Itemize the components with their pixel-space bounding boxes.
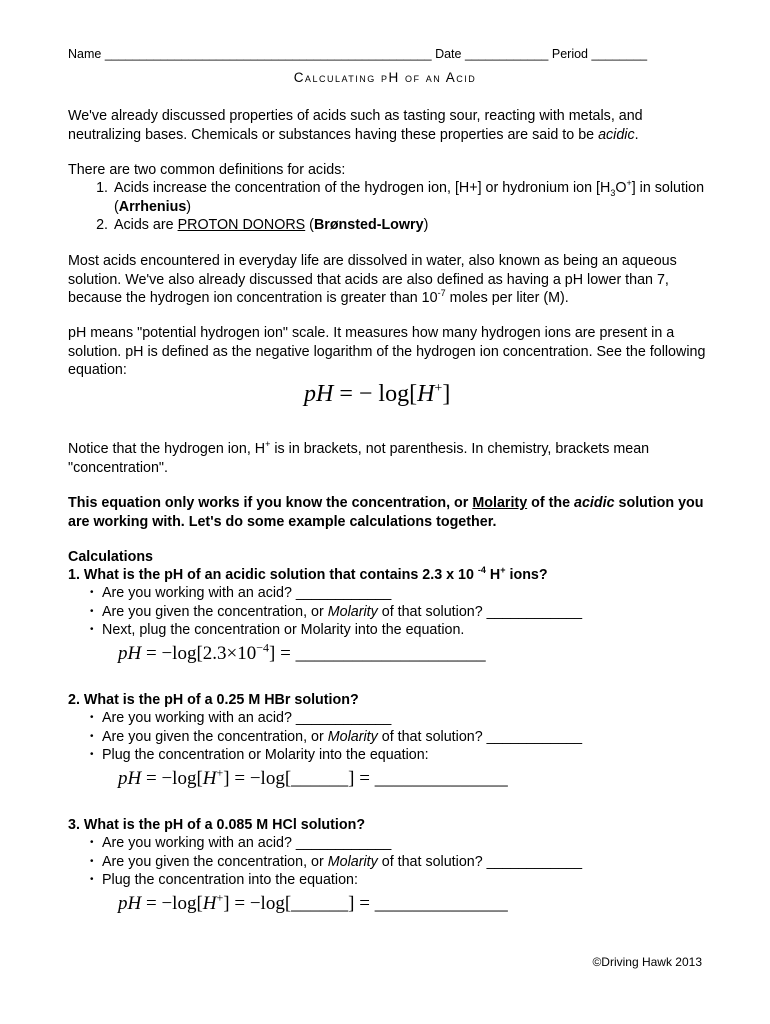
q3-eq-answer: ] = −log[______] = ______________ (223, 893, 508, 914)
h-plus-sup: + (265, 439, 271, 450)
q2-molarity: Molarity (327, 728, 378, 745)
q1-eq-exp: −4 (256, 640, 270, 655)
q2-eq-ph: pH (118, 768, 142, 789)
intro-text: We've already discussed properties of acids such as tasting sour, reacting with metals, and neutralizing bases. Chemicals or substances having these properties are said to be (68, 108, 643, 143)
brackets-text: Notice that the hydrogen ion, H (68, 441, 266, 457)
brackets-paragraph (68, 440, 708, 477)
exponent: -7 (437, 288, 446, 299)
definition-arrhenius (112, 179, 740, 216)
definitions-list (68, 179, 740, 235)
name-blank[interactable]: _______________________________________________ (104, 47, 432, 61)
q1-eq-log: = −log[2.3×10 (141, 643, 257, 664)
q3-acid-check[interactable]: • Are you working with an acid? ____________ (102, 834, 730, 853)
eq-log: = − log[ (333, 381, 418, 407)
molarity-text-b: of the (527, 495, 575, 511)
question-3-bullets (68, 834, 730, 890)
def1-text-b: ] in solution ( (114, 180, 705, 215)
def2-end: ) (423, 217, 429, 233)
q1-h: H (485, 567, 501, 583)
q3-equation[interactable] (118, 890, 508, 915)
date-blank[interactable]: ____________ (464, 47, 549, 61)
q1-b2-text: Are you given the concentration, or (102, 603, 328, 620)
proton-donors-label: PROTON DONORS (177, 217, 306, 233)
ph-definition-paragraph: pH means "potential hydrogen ion" scale. It measures how many hydrogen ions are present in a solution. pH is defined as the negative logarithm of the hydrogen ion concentration. See the following equation: (68, 325, 706, 378)
molarity-text: This equation only works if you know the concentration, or (68, 495, 473, 511)
q3-molarity-check[interactable] (102, 853, 730, 872)
q1-eq-answer: ] = ____________________ (269, 643, 486, 664)
q3-eq-plus: + (216, 890, 224, 905)
date-label: Date (435, 47, 462, 61)
q1-text: 1. What is the pH of an acidic solution that contains 2.3 x 10 (68, 567, 478, 583)
q3-eq-ph: pH (118, 893, 142, 914)
eq-h: H (417, 381, 435, 407)
question-2-bullets (68, 709, 730, 765)
eq-ph: pH (304, 381, 334, 407)
def1-sub: 3 (610, 187, 616, 198)
page-title: Calculating pH of an Acid (293, 70, 477, 85)
acidic-label: acidic (574, 495, 615, 511)
q2-plug-instruction: • Plug the concentration or Molarity into the equation: (102, 746, 730, 765)
definitions-intro: There are two common definitions for acids: (68, 162, 346, 178)
q2-eq-answer: ] = −log[______] = ______________ (223, 768, 508, 789)
q2-equation[interactable] (118, 765, 508, 790)
brackets-text-end: is in brackets, not parenthesis. In chemistry, brackets mean "concentration". (68, 441, 650, 476)
def2-text: Acids are (114, 217, 178, 233)
period-label: Period (551, 47, 589, 61)
aqueous-paragraph (68, 252, 708, 308)
q3-molarity: Molarity (327, 853, 378, 870)
copyright-footer: ©Driving Hawk 2013 (592, 955, 702, 969)
def1-sup: + (626, 178, 632, 189)
q2-b2-text: Are you given the concentration, or (102, 728, 328, 745)
header-line (68, 47, 647, 61)
definition-bronsted (112, 216, 740, 235)
q3-eq-h: H (202, 893, 217, 914)
q1-acid-check[interactable]: • Are you working with an acid? ____________ (102, 584, 730, 603)
arrhenius-label: Arrhenius (118, 198, 187, 215)
name-label: Name (68, 47, 102, 61)
q1-end: ions? (505, 567, 548, 583)
question-1-bullets (68, 584, 730, 640)
q2-eq-plus: + (216, 765, 224, 780)
def1-text: Acids increase the concentration of the hydrogen ion, [H+] or hydronium ion [H (114, 180, 611, 196)
q1-plus: + (500, 565, 506, 576)
q2-acid-check[interactable]: • Are you working with an acid? ____________ (102, 709, 730, 728)
molarity-paragraph (68, 494, 708, 531)
q1-equation[interactable] (118, 640, 486, 665)
molarity-text-end: solution you are working with. Let's do some example calculations together. (68, 495, 704, 530)
question-3: 3. What is the pH of a 0.085 M HCl solution? (68, 817, 366, 833)
q1-molarity-check[interactable] (102, 603, 730, 622)
aqueous-text-end: moles per liter (M). (445, 290, 569, 306)
q2-molarity-check[interactable] (102, 728, 730, 747)
q2-eq-h: H (202, 768, 217, 789)
q3-plug-instruction: • Plug the concentration into the equation: (102, 871, 730, 890)
q2-eq-log: = −log[ (141, 768, 203, 789)
molarity-label: Molarity (472, 495, 528, 511)
question-1 (68, 566, 708, 585)
q3-eq-log: = −log[ (141, 893, 203, 914)
period-blank[interactable]: ________ (591, 47, 648, 61)
intro-paragraph (68, 107, 708, 144)
q2-b2-end: of that solution? ____________ (377, 728, 583, 745)
eq-bracket: ] (442, 381, 451, 407)
q3-b2-end: of that solution? ____________ (377, 853, 583, 870)
bronsted-lowry-label: Brønsted-Lowry (313, 217, 424, 233)
def1-end: ) (186, 198, 192, 215)
q3-b2-text: Are you given the concentration, or (102, 853, 328, 870)
q1-plug-instruction: • Next, plug the concentration or Molarity into the equation. (102, 621, 730, 640)
eq-plus: + (434, 381, 443, 396)
q1-exponent: -4 (477, 565, 486, 576)
ph-equation (304, 381, 450, 408)
aqueous-text: Most acids encountered in everyday life are dissolved in water, also known as being an aqueous solution. We've also already discussed that acids are also defined as having a pH lower than 7, because the hydrogen ion concentration is greater than 10 (68, 253, 677, 306)
question-2: 2. What is the pH of a 0.25 M HBr solution? (68, 692, 359, 708)
def1-o: O (615, 180, 627, 196)
q1-b2-end: of that solution? ____________ (377, 603, 583, 620)
def2-text-b: ( (305, 217, 314, 233)
q1-molarity: Molarity (327, 603, 378, 620)
calculations-heading: Calculations (68, 549, 154, 565)
q1-eq-ph: pH (118, 643, 142, 664)
acidic-emphasis: acidic (598, 126, 635, 143)
intro-end: . (634, 126, 639, 143)
